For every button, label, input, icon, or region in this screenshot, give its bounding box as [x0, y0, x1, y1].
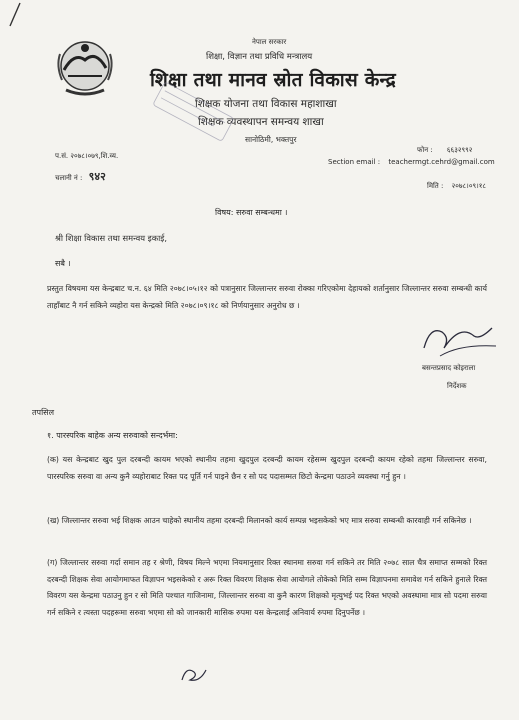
initial-mark — [178, 662, 208, 688]
ref-dispatch-number: ९४२ — [88, 170, 106, 183]
annex-point-ga: (ग) जिल्लान्तर सरुवा गर्दा समान तह र श्रेणी, विषय मिल्ने भएमा नियमानुसार रिक्त स्थानमा सरुवा गर्न सकिने तर मिति २०७८ साल चैत्र समाप्त सम्मको रिक्त दरबन्दी शिक्षक सेवा आयोगमाफत विज्ञापन भइसकेको र अरू रिक्त विवरण शिक्षक सेवा आयोगले तोकेको मिति सम्म विज्ञापनमा समावेश गर्न सकिने हुनाले रिक्त विवरण यस केन्द्रमा पठाउनु हुन र सो मिति पश्चात गाजिनामा, जिल्लान्तर सरुवा वा कुनै कारण शिक्षको मृत्युभई पद रिक्त भएको अवस्थामा मात्र सो पदमा सरुवा गर्न सकिने र त्यस्ता पदहरूमा सरुवा भएमा सो को जानकारी मासिक रुपमा यस केन्द्रलाई अनिवार्य रुपमा दिनुपर्नेछ । — [47, 558, 487, 617]
header-ministry: शिक्षा, विज्ञान तथा प्रविधि मन्त्रालय — [206, 52, 313, 62]
header-gov-line: नेपाल सरकार — [252, 38, 287, 46]
pen-stroke-mark — [8, 2, 22, 28]
annex-item-1: १. पारस्परिक बाहेक अन्य सरुवाको सन्दर्भमा: — [47, 431, 178, 440]
signatory-title: निर्देशक — [447, 382, 467, 390]
letter-main-paragraph: प्रस्तुत विषयमा यस केन्द्रबाट च.न. ६४ मिति २०७८।०५।१२ को पत्रानुसार जिल्लान्तर सरुवा रोक्का गरिएकोमा देहायको शर्तानुसार जिल्लान्तर सरुवा सम्बन्धी कार्य ताहाँबाट नै गर्न सकिने व्यहोरा यस केन्द्रको मिति २०७८।०९।१८ को निर्णयानुसार अनुरोध छ । — [47, 284, 487, 310]
letter-subject: विषय: सरुवा सम्बन्धमा । — [215, 208, 288, 217]
contact-email: Section email : teachermgt.cehrd@gmail.com — [328, 158, 495, 166]
letter-date: मिति : २०७८।०९।१८ — [427, 182, 487, 190]
header-title: शिक्षा तथा मानव स्रोत विकास केन्द्र — [150, 69, 396, 91]
header-address: सानोठिमी, भक्तपुर — [245, 135, 297, 144]
ref-dispatch-label: चलानी नं : ९४२ — [55, 170, 106, 183]
header-division: शिक्षक योजना तथा विकास महाशाखा — [195, 98, 337, 110]
annex-point-kha: (ख) जिल्लान्तर सरुवा भई शिक्षक आउन चाहेको स्थानीय तहमा दरबन्दी मिलानको कार्य सम्पन्न भइसकेको भए मात्र सरुवा सम्बन्धी कारवाही गर्न सकिनेछ । — [47, 516, 472, 525]
signatory-name: बसन्तप्रसाद कोइराला — [422, 364, 476, 372]
annex-point-ka: (क) यस केन्द्रबाट खुद पुल दरबन्दी कायम भएको स्थानीय तहमा खुदपुल दरबन्दी कायम रहेसम्म खुदपुल दरबन्दी कायम रहेको तहमा जिल्लान्तर सरुवा, पारस्परिक सरुवा वा अन्य कुनै व्यहोराबाट रिक्त पद पूर्ति गर्न पाइने छैन र सो पद पदासम्मत छिटो केन्द्रमा पठाउने व्यवस्था गर्नु हुन । — [47, 455, 487, 481]
contact-phone: फोन : ६६३२९९२ — [417, 146, 473, 154]
annex-heading: तपसिल — [32, 408, 55, 417]
letter-addressee: श्री शिक्षा विकास तथा समन्वय इकाई, — [55, 233, 167, 243]
ref-fiscal-year: प.सं. २०७८।०७९,शि.व्य. — [55, 152, 119, 160]
header-section: शिक्षक व्यवस्थापन समन्वय शाखा — [198, 116, 324, 128]
office-stamp — [148, 86, 248, 136]
signature-mark — [420, 318, 500, 360]
government-emblem-icon — [52, 36, 118, 100]
letter-salutation: सबै । — [55, 259, 71, 268]
